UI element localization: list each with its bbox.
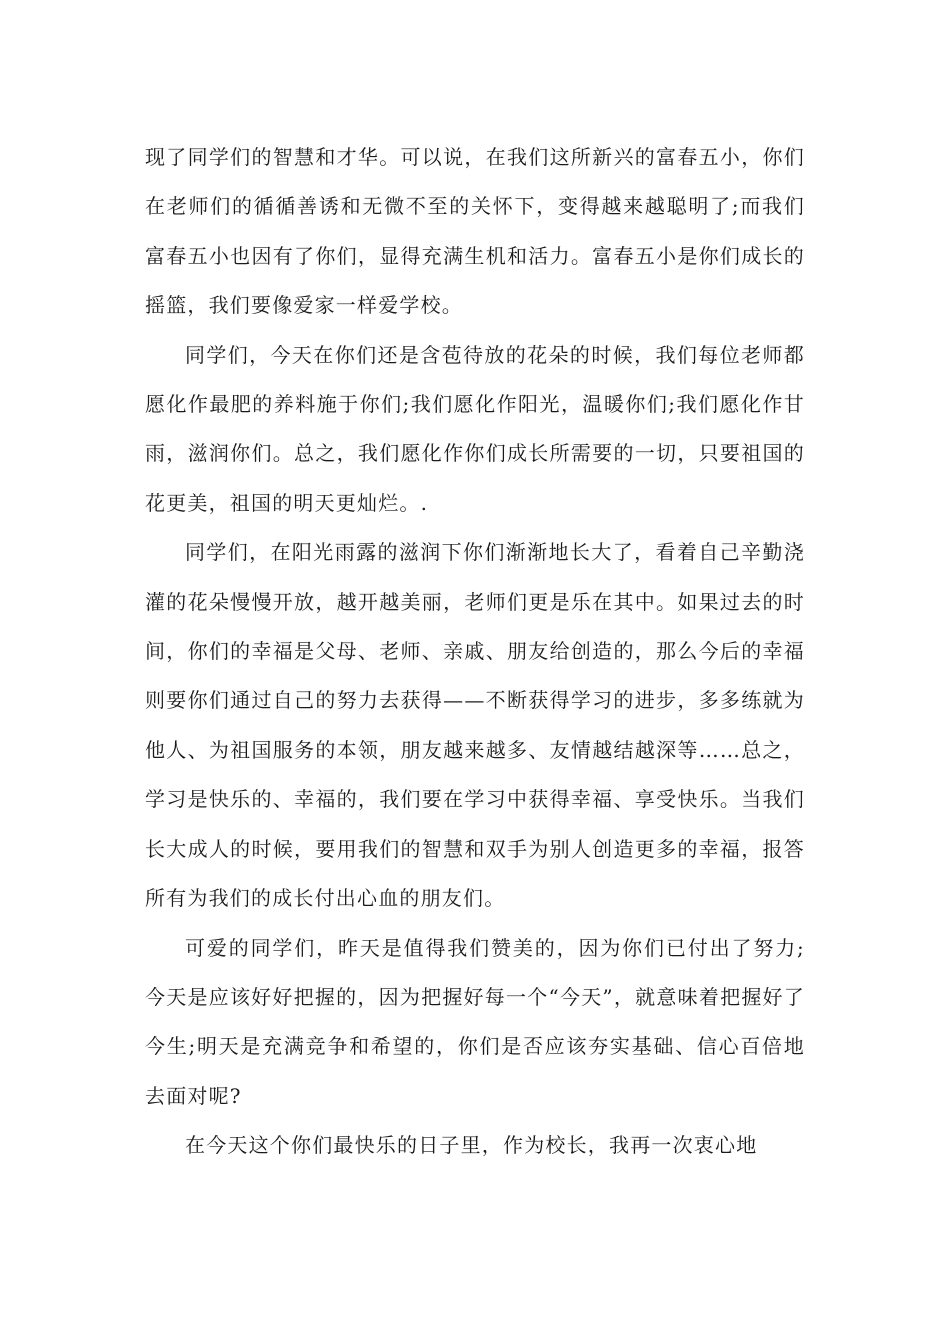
document-page: [145, 133, 805, 1171]
paragraph: 同学们，在阳光雨露的滋润下你们渐渐地长大了，看着自己辛勤浇灌的花朵慢慢开放，越开越美丽，老师们更是乐在其中。如果过去的时间，你们的幸福是父母、老师、亲戚、朋友给创造的，那么今后的幸福则要你们通过自己的努力去获得——不断获得学习的进步，多多练就为他人、为祖国服务的本领，朋友越来越多、友情越结越深等……总之，学习是快乐的、幸福的，我们要在学习中获得幸福、享受快乐。当我们长大成人的时候，要用我们的智慧和双手为别人创造更多的幸福，报答所有为我们的成长付出心血的朋友们。: [145, 540, 805, 911]
paragraph: 可爱的同学们，昨天是值得我们赞美的，因为你们已付出了努力;今天是应该好好把握的，因为把握好每一个“今天”，就意味着把握好了今生;明天是充满竞争和希望的，你们是否应该夯实基础、信心百倍地去面对呢?: [145, 935, 805, 1108]
paragraph: 在今天这个你们最快乐的日子里，作为校长，我再一次衷心地: [185, 1133, 758, 1158]
paragraph: 同学们，今天在你们还是含苞待放的花朵的时候，我们每位老师都愿化作最肥的养料施于你们;我们愿化作阳光，温暖你们;我们愿化作甘雨，滋润你们。总之，我们愿化作你们成长所需要的一切，只要祖国的花更美，祖国的明天更灿烂。.: [145, 342, 805, 515]
paragraph-continued: 现了同学们的智慧和才华。可以说，在我们这所新兴的富春五小，你们在老师们的循循善诱和无微不至的关怀下，变得越来越聪明了;而我们富春五小也因有了你们，显得充满生机和活力。富春五小是你们成长的摇篮，我们要像爱家一样爱学校。: [145, 145, 805, 318]
